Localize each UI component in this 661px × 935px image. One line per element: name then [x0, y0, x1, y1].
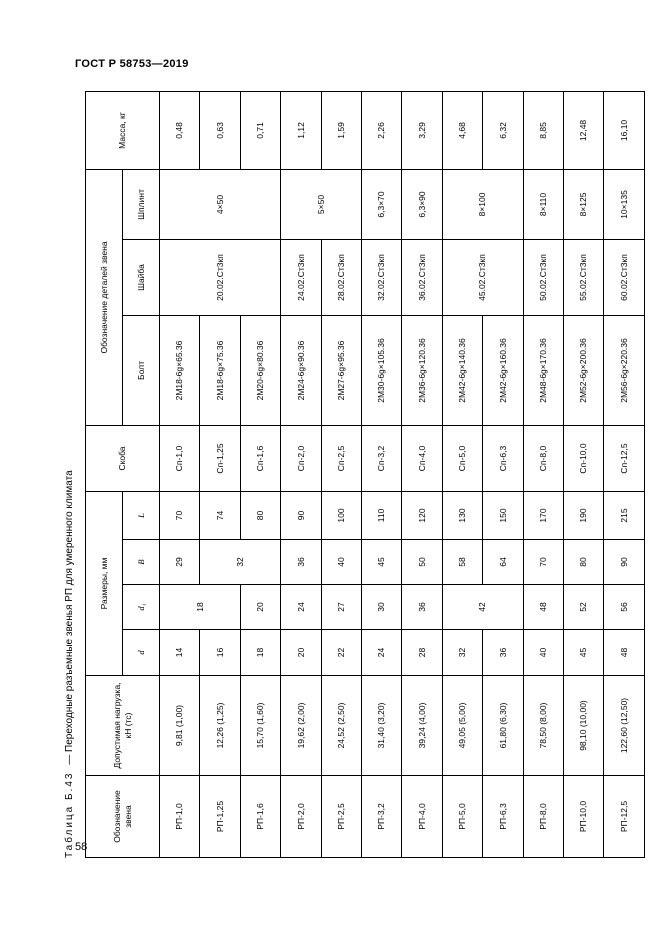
cell-d1: 24: [281, 585, 321, 630]
cell-mass: 2,26: [362, 91, 402, 169]
cell-bolt: 2М36-6g×120.36: [402, 316, 442, 426]
cell-splint: 6,3×90: [402, 169, 442, 239]
col-header-washer: Шайба: [123, 240, 160, 316]
cell-d1: 48: [523, 585, 563, 630]
cell-B: 45: [362, 540, 402, 585]
cell-L: 120: [402, 492, 442, 540]
cell-B: 29: [160, 540, 200, 585]
table-title-text: — Переходные разъемные звенья РП для умеренного климата: [64, 470, 75, 765]
table-row: [564, 91, 604, 857]
cell-washer: 32.02.Ст3кп: [362, 240, 402, 316]
cell-designation: РП-5,0: [442, 776, 482, 858]
cell-L: 74: [200, 492, 240, 540]
cell-bolt: 2М27-6g×95.36: [321, 316, 361, 426]
cell-d: 48: [604, 630, 645, 676]
cell-shackle: Сп-6,3: [483, 426, 523, 492]
cell-B: 58: [442, 540, 482, 585]
col-group-parts: Обозначение деталей звена: [86, 169, 123, 425]
cell-bolt: 2М30-6g×105.36: [362, 316, 402, 426]
cell-L: 190: [564, 492, 604, 540]
cell-d: 28: [402, 630, 442, 676]
cell-washer: 20.02.Ст3кп: [160, 240, 281, 316]
cell-d: 24: [362, 630, 402, 676]
cell-mass: 1,59: [321, 91, 361, 169]
cell-L: 215: [604, 492, 645, 540]
table-row: [281, 91, 321, 857]
standard-number-header: ГОСТ Р 58753—2019: [75, 58, 189, 70]
cell-shackle: Сп-1,0: [160, 426, 200, 492]
cell-load: 61,80 (6,30): [483, 676, 523, 776]
cell-d: 22: [321, 630, 361, 676]
cell-washer: 24.02.Ст3кп: [281, 240, 321, 316]
cell-bolt: 2М18-6g×75.36: [200, 316, 240, 426]
cell-d: 36: [483, 630, 523, 676]
table-row: [402, 91, 442, 857]
cell-shackle: Сп-3,2: [362, 426, 402, 492]
col-header-splint: Шплинт: [123, 169, 160, 239]
cell-bolt: 2М52-6g×200.36: [564, 316, 604, 426]
cell-mass: 0,63: [200, 91, 240, 169]
table-title-label: Таблица Б.43: [64, 771, 75, 858]
cell-washer: 45.02.Ст3кп: [442, 240, 523, 316]
cell-load: 31,40 (3,20): [362, 676, 402, 776]
cell-shackle: Сп-1,25: [200, 426, 240, 492]
cell-B: 40: [321, 540, 361, 585]
cell-shackle: Сп-5,0: [442, 426, 482, 492]
cell-bolt: 2М18-6g×65.36: [160, 316, 200, 426]
cell-shackle: Сп-2,0: [281, 426, 321, 492]
cell-L: 130: [442, 492, 482, 540]
cell-d: 18: [240, 630, 280, 676]
table-row: [604, 91, 645, 857]
cell-mass: 12,48: [564, 91, 604, 169]
cell-designation: РП-3,2: [362, 776, 402, 858]
col-header-d: d: [123, 630, 160, 676]
cell-splint: 10×135: [604, 169, 645, 239]
cell-shackle: Сп-1,6: [240, 426, 280, 492]
cell-mass: 1,12: [281, 91, 321, 169]
cell-load: 39,24 (4,00): [402, 676, 442, 776]
cell-load: 15,70 (1,60): [240, 676, 280, 776]
cell-mass: 0,71: [240, 91, 280, 169]
cell-d: 20: [281, 630, 321, 676]
cell-d1: 42: [442, 585, 523, 630]
col-group-dimensions: Размеры, мм: [86, 492, 123, 676]
page-number: 58: [75, 841, 88, 853]
table-row: [442, 91, 482, 857]
col-header-shackle: Скоба: [86, 426, 160, 492]
cell-L: 170: [523, 492, 563, 540]
cell-load: 98,10 (10,00): [564, 676, 604, 776]
col-header-load: Допустимая нагрузка, кН (тс): [86, 676, 160, 776]
table-body: [160, 91, 645, 857]
cell-washer: 55.02.Ст3кп: [564, 240, 604, 316]
cell-load: 9,81 (1,00): [160, 676, 200, 776]
cell-d1: 56: [604, 585, 645, 630]
cell-shackle: Сп-10,0: [564, 426, 604, 492]
cell-mass: 6,32: [483, 91, 523, 169]
cell-mass: 8,85: [523, 91, 563, 169]
cell-washer: 50.02.Ст3кп: [523, 240, 563, 316]
cell-splint: 8×100: [442, 169, 523, 239]
cell-designation: РП-2,5: [321, 776, 361, 858]
cell-d1: 36: [402, 585, 442, 630]
cell-d: 16: [200, 630, 240, 676]
cell-designation: РП-1,25: [200, 776, 240, 858]
cell-d1: 27: [321, 585, 361, 630]
cell-washer: 60.02.Ст3кп: [604, 240, 645, 316]
cell-designation: РП-10,0: [564, 776, 604, 858]
cell-d1: 18: [160, 585, 241, 630]
cell-bolt: 2М24-6g×90.36: [281, 316, 321, 426]
cell-splint: 8×125: [564, 169, 604, 239]
col-header-bolt: Болт: [123, 316, 160, 426]
cell-shackle: Сп-4,0: [402, 426, 442, 492]
cell-B: 80: [564, 540, 604, 585]
cell-splint: 6,3×70: [362, 169, 402, 239]
cell-mass: 16,10: [604, 91, 645, 169]
cell-splint: 8×110: [523, 169, 563, 239]
cell-L: 110: [362, 492, 402, 540]
cell-designation: РП-12,5: [604, 776, 645, 858]
cell-load: 78,50 (8,00): [523, 676, 563, 776]
cell-mass: 3,29: [402, 91, 442, 169]
cell-d: 40: [523, 630, 563, 676]
table-row: [362, 91, 402, 857]
table-header: [86, 91, 160, 857]
cell-bolt: 2М56-6g×220.36: [604, 316, 645, 426]
cell-load: 49,05 (5,00): [442, 676, 482, 776]
cell-d: 32: [442, 630, 482, 676]
cell-bolt: 2М20-6g×80.36: [240, 316, 280, 426]
cell-designation: РП-2,0: [281, 776, 321, 858]
cell-B: 50: [402, 540, 442, 585]
col-header-d1: d₁: [123, 585, 160, 630]
cell-L: 100: [321, 492, 361, 540]
table-row: [160, 91, 200, 857]
cell-splint: 4×50: [160, 169, 281, 239]
cell-shackle: Сп-2,5: [321, 426, 361, 492]
cell-d1: 20: [240, 585, 280, 630]
rp-links-table: [85, 91, 645, 858]
col-header-l: L: [123, 492, 160, 540]
cell-designation: РП-8,0: [523, 776, 563, 858]
cell-load: 19,62 (2,00): [281, 676, 321, 776]
header-row-groups: [86, 91, 123, 857]
cell-d1: 30: [362, 585, 402, 630]
cell-designation: РП-6,3: [483, 776, 523, 858]
cell-mass: 0,48: [160, 91, 200, 169]
table-row: [523, 91, 563, 857]
cell-shackle: Сп-8,0: [523, 426, 563, 492]
cell-B: 36: [281, 540, 321, 585]
cell-washer: 36.02.Ст3кп: [402, 240, 442, 316]
cell-B: 64: [483, 540, 523, 585]
rotated-table-container: [85, 92, 645, 858]
cell-d: 14: [160, 630, 200, 676]
cell-splint: 5×50: [281, 169, 362, 239]
cell-designation: РП-1,6: [240, 776, 280, 858]
cell-d: 45: [564, 630, 604, 676]
cell-mass: 4,68: [442, 91, 482, 169]
cell-L: 80: [240, 492, 280, 540]
cell-B: 32: [200, 540, 281, 585]
cell-load: 24,52 (2,50): [321, 676, 361, 776]
cell-designation: РП-1,0: [160, 776, 200, 858]
col-header-designation: Обозначение звена: [86, 776, 160, 858]
col-header-mass: Масса, кг: [86, 91, 160, 169]
cell-B: 70: [523, 540, 563, 585]
cell-L: 90: [281, 492, 321, 540]
cell-load: 122,60 (12,50): [604, 676, 645, 776]
cell-bolt: 2М42-6g×160.36: [483, 316, 523, 426]
cell-bolt: 2М42-6g×140.36: [442, 316, 482, 426]
cell-B: 90: [604, 540, 645, 585]
cell-shackle: Сп-12,5: [604, 426, 645, 492]
cell-washer: 28.02.Ст3кп: [321, 240, 361, 316]
cell-load: 12,26 (1,25): [200, 676, 240, 776]
table-title: [64, 88, 79, 858]
col-header-b: B: [123, 540, 160, 585]
cell-L: 150: [483, 492, 523, 540]
cell-d1: 52: [564, 585, 604, 630]
cell-bolt: 2М48-6g×170.36: [523, 316, 563, 426]
cell-designation: РП-4,0: [402, 776, 442, 858]
cell-L: 70: [160, 492, 200, 540]
